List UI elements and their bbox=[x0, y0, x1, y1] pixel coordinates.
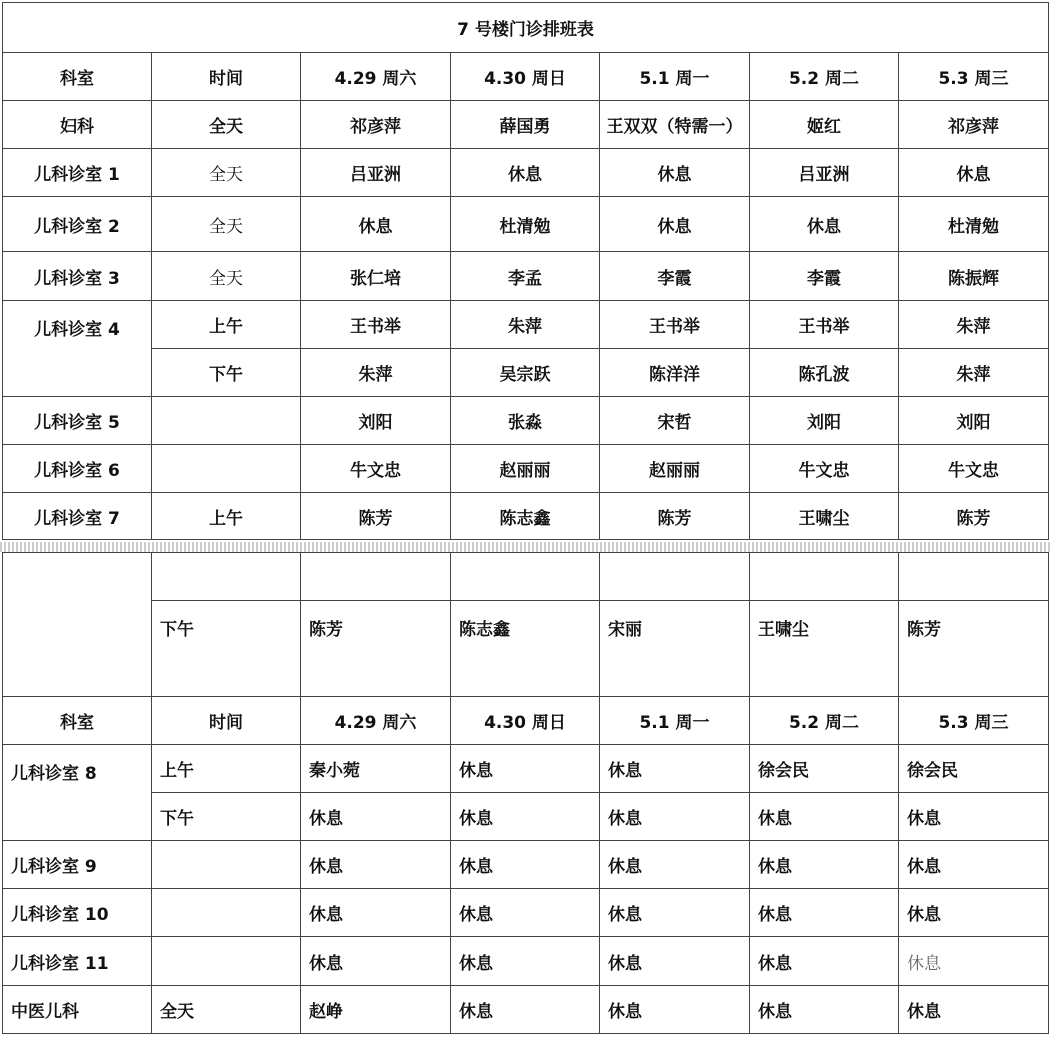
empty-cell bbox=[301, 553, 451, 601]
doctor-cell: 赵峥 bbox=[301, 986, 451, 1034]
doctor-cell: 休息 bbox=[301, 937, 451, 986]
header-dept: 科室 bbox=[3, 53, 152, 101]
time-cell: 上午 bbox=[152, 493, 301, 540]
dept-cell: 儿科诊室 4 bbox=[3, 301, 152, 397]
doctor-cell: 赵丽丽 bbox=[451, 445, 600, 493]
doctor-cell: 刘阳 bbox=[899, 397, 1049, 445]
table-row bbox=[3, 889, 1049, 937]
doctor-cell: 陈芳 bbox=[301, 493, 451, 540]
table-row bbox=[3, 493, 1049, 540]
empty-cell bbox=[600, 553, 750, 601]
doctor-cell: 休息 bbox=[750, 986, 899, 1034]
empty-cell bbox=[451, 553, 600, 601]
doctor-cell: 休息 bbox=[301, 889, 451, 937]
doctor-cell: 休息 bbox=[451, 745, 600, 793]
table-row bbox=[3, 252, 1049, 301]
schedule-title: 7 号楼门诊排班表 bbox=[3, 3, 1049, 53]
doctor-cell: 吕亚洲 bbox=[750, 149, 899, 197]
time-cell: 下午 bbox=[152, 349, 301, 397]
doctor-cell: 赵丽丽 bbox=[600, 445, 750, 493]
time-cell bbox=[152, 841, 301, 889]
doctor-cell: 吴宗跃 bbox=[451, 349, 600, 397]
doctor-cell: 薛国勇 bbox=[451, 101, 600, 149]
doctor-cell: 祁彦萍 bbox=[301, 101, 451, 149]
table-row bbox=[3, 986, 1049, 1034]
doctor-cell: 李霞 bbox=[750, 252, 899, 301]
header-day: 4.30 周日 bbox=[451, 697, 600, 745]
dept-cell: 儿科诊室 9 bbox=[3, 841, 152, 889]
empty-cell bbox=[899, 553, 1049, 601]
dept-cell: 中医儿科 bbox=[3, 986, 152, 1034]
table-row bbox=[3, 841, 1049, 889]
doctor-cell: 宋丽 bbox=[600, 601, 750, 697]
time-cell: 下午 bbox=[152, 601, 301, 697]
doctor-cell: 刘阳 bbox=[750, 397, 899, 445]
page-break-divider bbox=[0, 542, 1052, 552]
doctor-cell: 休息 bbox=[451, 841, 600, 889]
doctor-cell: 休息 bbox=[301, 793, 451, 841]
doctor-cell: 休息 bbox=[600, 841, 750, 889]
time-cell bbox=[152, 397, 301, 445]
doctor-cell: 休息 bbox=[451, 889, 600, 937]
empty-cell bbox=[750, 553, 899, 601]
time-cell bbox=[152, 445, 301, 493]
dept-cell: 儿科诊室 2 bbox=[3, 197, 152, 252]
table-row bbox=[3, 553, 1049, 601]
doctor-cell: 朱萍 bbox=[301, 349, 451, 397]
doctor-cell: 刘阳 bbox=[301, 397, 451, 445]
dept-cell: 儿科诊室 5 bbox=[3, 397, 152, 445]
doctor-cell: 休息 bbox=[750, 937, 899, 986]
doctor-cell: 休息 bbox=[600, 149, 750, 197]
doctor-cell: 休息 bbox=[600, 889, 750, 937]
doctor-cell: 休息 bbox=[750, 889, 899, 937]
doctor-cell: 王啸尘 bbox=[750, 493, 899, 540]
time-cell: 上午 bbox=[152, 745, 301, 793]
header-dept: 科室 bbox=[3, 697, 152, 745]
doctor-cell: 杜清勉 bbox=[451, 197, 600, 252]
doctor-cell: 朱萍 bbox=[451, 301, 600, 349]
header-day: 4.30 周日 bbox=[451, 53, 600, 101]
doctor-cell: 张淼 bbox=[451, 397, 600, 445]
doctor-cell: 牛文忠 bbox=[301, 445, 451, 493]
time-cell: 全天 bbox=[152, 197, 301, 252]
doctor-cell: 陈芳 bbox=[899, 601, 1049, 697]
dept-cell: 儿科诊室 11 bbox=[3, 937, 152, 986]
doctor-cell: 休息 bbox=[750, 793, 899, 841]
table-row bbox=[3, 397, 1049, 445]
schedule-table-part-2 bbox=[2, 552, 1049, 1034]
dept-cell: 儿科诊室 6 bbox=[3, 445, 152, 493]
doctor-cell: 休息 bbox=[451, 937, 600, 986]
doctor-cell: 陈孔波 bbox=[750, 349, 899, 397]
time-cell: 上午 bbox=[152, 301, 301, 349]
doctor-cell: 祁彦萍 bbox=[899, 101, 1049, 149]
doctor-cell: 姬红 bbox=[750, 101, 899, 149]
doctor-cell: 陈志鑫 bbox=[451, 493, 600, 540]
header-day: 5.1 周一 bbox=[600, 697, 750, 745]
doctor-cell: 王书举 bbox=[600, 301, 750, 349]
header-day: 5.2 周二 bbox=[750, 697, 899, 745]
doctor-cell: 陈芳 bbox=[301, 601, 451, 697]
header-day: 4.29 周六 bbox=[301, 697, 451, 745]
header-row bbox=[3, 53, 1049, 101]
doctor-cell: 休息 bbox=[600, 197, 750, 252]
doctor-cell: 休息 bbox=[899, 889, 1049, 937]
doctor-cell: 张仁培 bbox=[301, 252, 451, 301]
table-row bbox=[3, 301, 1049, 349]
doctor-cell: 陈芳 bbox=[899, 493, 1049, 540]
doctor-cell: 徐会民 bbox=[899, 745, 1049, 793]
table-row bbox=[3, 601, 1049, 697]
doctor-cell: 杜清勉 bbox=[899, 197, 1049, 252]
table-row bbox=[3, 349, 1049, 397]
time-cell: 全天 bbox=[152, 252, 301, 301]
doctor-cell: 休息 bbox=[451, 986, 600, 1034]
doctor-cell: 休息 bbox=[600, 745, 750, 793]
doctor-cell: 秦小菀 bbox=[301, 745, 451, 793]
time-cell: 全天 bbox=[152, 986, 301, 1034]
doctor-cell: 休息 bbox=[600, 986, 750, 1034]
time-cell: 下午 bbox=[152, 793, 301, 841]
doctor-cell: 陈志鑫 bbox=[451, 601, 600, 697]
doctor-cell: 休息 bbox=[750, 841, 899, 889]
header-row bbox=[3, 697, 1049, 745]
header-day: 5.3 周三 bbox=[899, 53, 1049, 101]
doctor-cell: 休息 bbox=[301, 197, 451, 252]
doctor-cell: 陈芳 bbox=[600, 493, 750, 540]
dept-cell: 儿科诊室 10 bbox=[3, 889, 152, 937]
header-day: 5.2 周二 bbox=[750, 53, 899, 101]
header-time: 时间 bbox=[152, 53, 301, 101]
time-cell bbox=[152, 937, 301, 986]
doctor-cell: 陈振辉 bbox=[899, 252, 1049, 301]
dept-cell: 儿科诊室 1 bbox=[3, 149, 152, 197]
doctor-cell: 休息 bbox=[899, 986, 1049, 1034]
doctor-cell: 休息 bbox=[451, 793, 600, 841]
header-day: 5.1 周一 bbox=[600, 53, 750, 101]
time-cell bbox=[152, 889, 301, 937]
dept-cell: 儿科诊室 3 bbox=[3, 252, 152, 301]
empty-cell bbox=[3, 553, 152, 697]
schedule-table-part-1 bbox=[2, 2, 1049, 540]
doctor-cell: 休息 bbox=[899, 937, 1049, 986]
table-row bbox=[3, 937, 1049, 986]
dept-cell: 妇科 bbox=[3, 101, 152, 149]
table-row bbox=[3, 745, 1049, 793]
dept-cell: 儿科诊室 8 bbox=[3, 745, 152, 841]
doctor-cell: 休息 bbox=[600, 937, 750, 986]
table-row bbox=[3, 149, 1049, 197]
dept-cell: 儿科诊室 7 bbox=[3, 493, 152, 540]
table-row bbox=[3, 101, 1049, 149]
header-time: 时间 bbox=[152, 697, 301, 745]
doctor-cell: 休息 bbox=[899, 793, 1049, 841]
table-row bbox=[3, 793, 1049, 841]
doctor-cell: 朱萍 bbox=[899, 301, 1049, 349]
doctor-cell: 吕亚洲 bbox=[301, 149, 451, 197]
header-day: 4.29 周六 bbox=[301, 53, 451, 101]
doctor-cell: 王书举 bbox=[301, 301, 451, 349]
doctor-cell: 牛文忠 bbox=[899, 445, 1049, 493]
doctor-cell: 王啸尘 bbox=[750, 601, 899, 697]
doctor-cell: 休息 bbox=[750, 197, 899, 252]
time-cell: 全天 bbox=[152, 149, 301, 197]
doctor-cell: 休息 bbox=[899, 841, 1049, 889]
header-day: 5.3 周三 bbox=[899, 697, 1049, 745]
doctor-cell: 李孟 bbox=[451, 252, 600, 301]
doctor-cell: 陈洋洋 bbox=[600, 349, 750, 397]
empty-cell bbox=[152, 553, 301, 601]
doctor-cell: 李霞 bbox=[600, 252, 750, 301]
time-cell: 全天 bbox=[152, 101, 301, 149]
doctor-cell: 休息 bbox=[451, 149, 600, 197]
doctor-cell: 休息 bbox=[301, 841, 451, 889]
table-row bbox=[3, 197, 1049, 252]
doctor-cell: 徐会民 bbox=[750, 745, 899, 793]
doctor-cell: 牛文忠 bbox=[750, 445, 899, 493]
table-row bbox=[3, 445, 1049, 493]
doctor-cell: 休息 bbox=[600, 793, 750, 841]
doctor-cell: 朱萍 bbox=[899, 349, 1049, 397]
doctor-cell: 王书举 bbox=[750, 301, 899, 349]
doctor-cell: 休息 bbox=[899, 149, 1049, 197]
doctor-cell: 王双双（特需一） bbox=[600, 101, 750, 149]
doctor-cell: 宋哲 bbox=[600, 397, 750, 445]
